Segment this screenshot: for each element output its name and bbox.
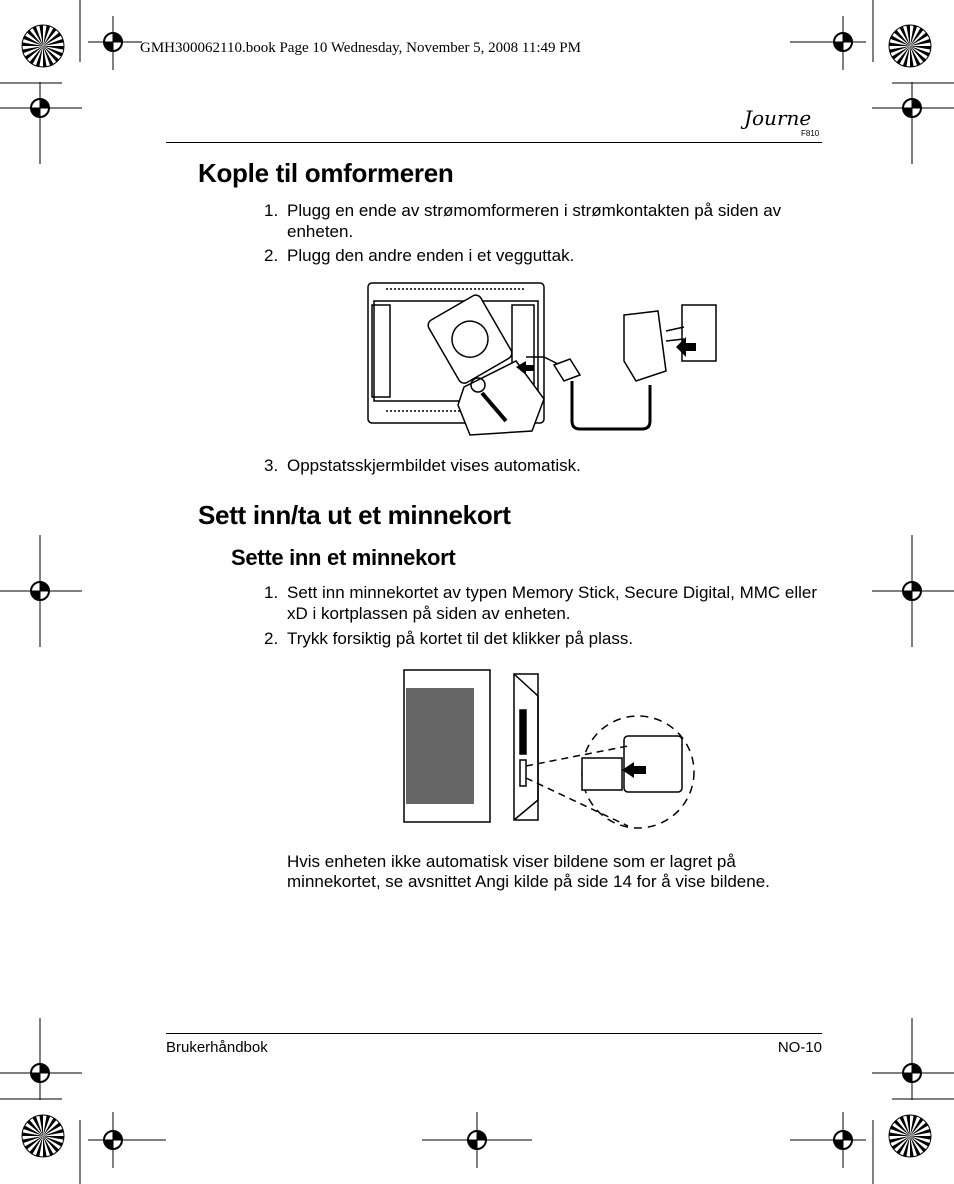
list-item (264, 245, 824, 266)
brand-logo: Journe (744, 106, 812, 130)
page-number: NO-10 (777, 1039, 822, 1056)
header-rule (166, 142, 822, 143)
memory-card-illustration (402, 666, 702, 836)
section-title-memory-card: Sett inn/ta ut et minnekort (198, 500, 511, 530)
section-title-adapter: Kople til omformeren (198, 158, 454, 188)
step-text: Oppstatsskjermbildet vises automatisk. (287, 456, 581, 475)
step-number: 2. (264, 246, 279, 265)
list-item (264, 628, 824, 649)
step-number: 3. (264, 456, 279, 475)
step-number: 2. (264, 629, 279, 648)
adapter-illustration (366, 281, 726, 441)
step-number: 1. (264, 201, 279, 220)
step-text: Plugg en ende av strømomformeren i strømkontakten på siden av enheten. (287, 201, 782, 241)
step-text: Sett inn minnekortet av typen Memory Stick, Secure Digital, MMC eller xD i kortplassen på siden av enheten. (287, 583, 818, 623)
step-text: Plugg den andre enden i et vegguttak. (287, 246, 575, 265)
footer-manual-title: Brukerhåndbok (166, 1039, 268, 1056)
model-number: F810 (801, 129, 820, 138)
step-number: 1. (264, 583, 279, 602)
list-item (264, 455, 824, 476)
memory-card-note: Hvis enheten ikke automatisk viser bildene som er lagret på minnekortet, se avsnittet Angi kilde på side 14 for å vise bildene. (287, 852, 770, 891)
list-item (264, 582, 824, 624)
print-header: GMH300062110.book Page 10 Wednesday, November 5, 2008 11:49 PM (140, 40, 581, 56)
step-text: Trykk forsiktig på kortet til det klikker på plass. (287, 629, 634, 648)
footer-rule (166, 1033, 822, 1034)
subsection-title: Sette inn et minnekort (231, 545, 456, 570)
list-item (264, 200, 824, 242)
